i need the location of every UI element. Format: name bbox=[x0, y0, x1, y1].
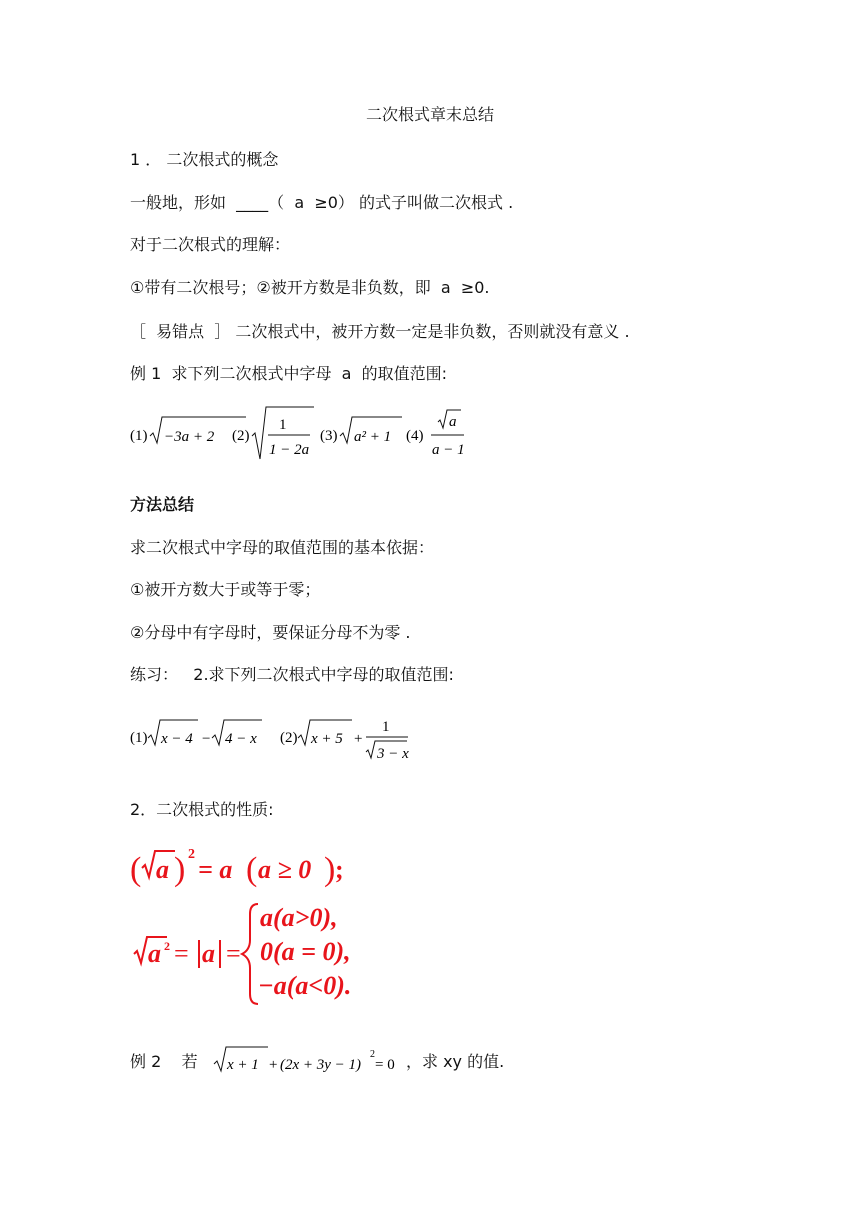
practice-label-1: (1) bbox=[130, 730, 148, 746]
fraction-denominator: 1 − 2a bbox=[269, 442, 310, 458]
section2-heading: 2．二次根式的性质: bbox=[130, 800, 274, 819]
example1-prompt: 例 1 求下列二次根式中字母 a 的取值范围: bbox=[130, 364, 447, 383]
practice-formulas bbox=[128, 712, 428, 768]
pitfall-note: ［ 易错点 ］ 二次根式中，被开方数一定是非负数，否则就没有意义 . bbox=[130, 322, 630, 341]
fraction-denominator: a − 1 bbox=[432, 442, 465, 458]
fraction-numerator: 1 bbox=[382, 719, 390, 735]
radicand: x − 4 bbox=[161, 731, 193, 747]
plus-sign: + bbox=[354, 731, 363, 747]
example2-prefix: 例 2 若 bbox=[130, 1052, 198, 1071]
property-formula-2 bbox=[128, 896, 388, 1008]
understanding-title: 对于二次根式的理解： bbox=[130, 235, 291, 254]
practice-label-2: (2) bbox=[280, 730, 298, 746]
plus-sign: + bbox=[269, 1057, 278, 1073]
fraction-denominator: 3 − x bbox=[377, 746, 409, 762]
equals-sign: = bbox=[226, 939, 241, 968]
minus-sign: − bbox=[202, 731, 211, 747]
exponent: 2 bbox=[164, 939, 170, 953]
radicand: x + 5 bbox=[311, 731, 343, 747]
example1-label-1: (1) bbox=[130, 428, 148, 444]
open-paren: ( bbox=[246, 851, 258, 888]
fraction-numerator: a bbox=[449, 414, 457, 430]
property-formula-1 bbox=[128, 840, 348, 896]
example1-label-3: (3) bbox=[320, 428, 338, 444]
exponent: 2 bbox=[188, 847, 195, 862]
case-1: a(a>0), bbox=[260, 903, 338, 932]
equals-zero: = 0 bbox=[375, 1057, 395, 1073]
radicand: a bbox=[156, 855, 169, 884]
exponent: 2 bbox=[370, 1049, 375, 1060]
method-intro: 求二次根式中字母的取值范围的基本依据： bbox=[130, 538, 435, 557]
page-title: 二次根式章末总结 bbox=[365, 105, 494, 124]
radicand: 4 − x bbox=[225, 731, 257, 747]
condition: a ≥ 0 bbox=[258, 855, 312, 884]
example1-formulas bbox=[128, 404, 488, 468]
fraction-numerator: 1 bbox=[279, 417, 287, 433]
open-paren: ( bbox=[130, 851, 142, 888]
example1-label-4: (4) bbox=[406, 428, 424, 444]
example2-suffix: ，求 xy 的值. bbox=[406, 1052, 505, 1071]
method-heading: 方法总结 bbox=[130, 495, 195, 514]
understanding-points: ①带有二次根号；②被开方数是非负数，即 a ≥0. bbox=[130, 278, 490, 297]
method-point-2: ②分母中有字母时，要保证分母不为零 . bbox=[130, 623, 411, 642]
radicand: a² + 1 bbox=[354, 429, 392, 445]
example1-label-2: (2) bbox=[232, 428, 250, 444]
example2-expression bbox=[212, 1044, 402, 1078]
equals-sign: = bbox=[174, 939, 189, 968]
definition-text: 一般地，形如 ____（ a ≥0） 的式子叫做二次根式 . bbox=[130, 193, 514, 212]
case-2: 0(a = 0), bbox=[260, 937, 351, 966]
section1-heading: 1 ． 二次根式的概念 bbox=[130, 150, 279, 169]
semicolon: ; bbox=[335, 855, 344, 884]
equals-a: = a bbox=[198, 855, 233, 884]
radicand: −3a + 2 bbox=[164, 429, 215, 445]
practice-prompt: 练习： 2.求下列二次根式中字母的取值范围: bbox=[130, 665, 454, 684]
method-point-1: ①被开方数大于或等于零； bbox=[130, 580, 321, 599]
radicand: x + 1 bbox=[227, 1057, 259, 1073]
case-3: −a(a<0). bbox=[258, 971, 352, 1000]
close-paren: ) bbox=[324, 851, 336, 888]
left-brace bbox=[242, 904, 258, 1004]
close-paren: ) bbox=[174, 851, 186, 888]
abs-value: a bbox=[202, 939, 215, 968]
radicand: a bbox=[148, 939, 161, 968]
squared-term: (2x + 3y − 1) bbox=[280, 1057, 362, 1073]
